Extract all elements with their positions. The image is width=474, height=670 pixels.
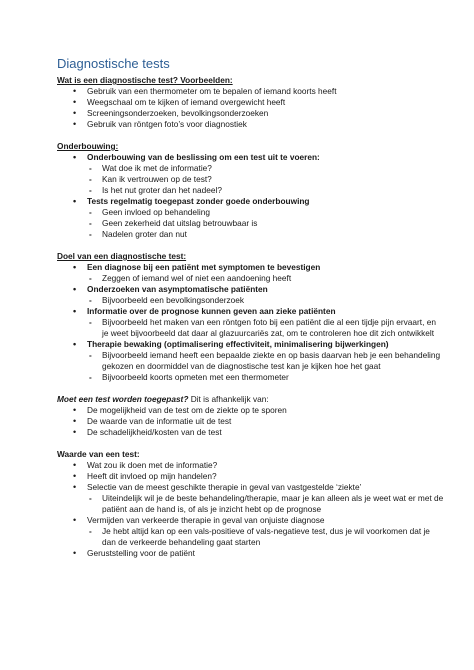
- sub-list-item: - Geen invloed op behandeling: [57, 207, 444, 218]
- sub-list-item: - Je hebt altijd kan op een vals-positieve of vals-negatieve test, dus je wil voorkomen dat je dan de verkeerde behandeling gaat starten: [57, 526, 444, 548]
- sub-list-item: - Uiteindelijk wil je de beste behandeling/therapie, maar je kan alleen als je weet wat er met de patiënt aan de hand is, of als je inzicht hebt op de prognose: [57, 493, 444, 515]
- list-item: • Weegschaal om te kijken of iemand overgewicht heeft: [57, 97, 444, 108]
- list-item: • Gebruik van röntgen foto’s voor diagnostiek: [57, 119, 444, 130]
- list-item: • Vermijden van verkeerde therapie in geval van onjuiste diagnose: [57, 515, 444, 526]
- section-heading: Wat is een diagnostische test? Voorbeelden:: [57, 75, 233, 85]
- list-item: • Screeningsonderzoeken, bevolkingsonderzoeken: [57, 108, 444, 119]
- list-item: • Onderbouwing van de beslissing om een test uit te voeren:: [57, 152, 444, 163]
- heading-rest: Dit is afhankelijk van:: [188, 394, 269, 404]
- list-item: • Wat zou ik doen met de informatie?: [57, 460, 444, 471]
- heading-italic: Moet een test worden toegepast?: [57, 394, 189, 404]
- sub-list-item: - Bijvoorbeeld koorts opmeten met een thermometer: [57, 372, 444, 383]
- sub-list-item: - Nadelen groter dan nut: [57, 229, 444, 240]
- sub-list-item: - Bijvoorbeeld een bevolkingsonderzoek: [57, 295, 444, 306]
- section-heading: Onderbouwing:: [57, 141, 119, 151]
- list-item: • Informatie over de prognose kunnen geven aan zieke patiënten: [57, 306, 444, 317]
- sub-list-item: - Bijvoorbeeld het maken van een röntgen foto bij een patiënt die al een tijdje pijn ervaart, en je weet bijvoorbeeld dat daar al glazuurcariës zat, om te controleren hoe dit zich ontwikkelt: [57, 317, 444, 339]
- list-item: • Tests regelmatig toegepast zonder goede onderbouwing: [57, 196, 444, 207]
- list-item: • Gebruik van een thermometer om te bepalen of iemand koorts heeft: [57, 86, 444, 97]
- sub-list-item: - Kan ik vertrouwen op de test?: [57, 174, 444, 185]
- bullet-list: [57, 152, 444, 240]
- sub-list-item: - Bijvoorbeeld iemand heeft een bepaalde ziekte en op basis daarvan heb je een behandeling gekozen en doormiddel van de diagnostische test kan je kijken hoe het gaat: [57, 350, 444, 372]
- list-item: • De mogelijkheid van de test om de ziekte op te sporen: [57, 405, 444, 416]
- bullet-list: [57, 86, 444, 130]
- bullet-list: [57, 405, 444, 438]
- page-title: Diagnostische tests: [57, 56, 170, 71]
- sub-list-item: - Zeggen of iemand wel of niet een aandoening heeft: [57, 273, 444, 284]
- list-item: • De waarde van de informatie uit de test: [57, 416, 444, 427]
- section-heading: [57, 394, 444, 405]
- sub-list-item: - Geen zekerheid dat uitslag betrouwbaar is: [57, 218, 444, 229]
- section-heading: Waarde van een test:: [57, 449, 140, 459]
- list-item: • Therapie bewaking (optimalisering effectiviteit, minimalisering bijwerkingen): [57, 339, 444, 350]
- bullet-list: [57, 460, 444, 559]
- list-item: • Onderzoeken van asymptomatische patiënten: [57, 284, 444, 295]
- sub-list-item: - Wat doe ik met de informatie?: [57, 163, 444, 174]
- list-item: • Geruststelling voor de patiënt: [57, 548, 444, 559]
- list-item: • Een diagnose bij een patiënt met symptomen te bevestigen: [57, 262, 444, 273]
- bullet-list: [57, 262, 444, 383]
- list-item: • Selectie van de meest geschikte therapie in geval van vastgestelde ‘ziekte’: [57, 482, 444, 493]
- section-heading: Doel van een diagnostische test:: [57, 251, 187, 261]
- sub-list-item: - Is het nut groter dan het nadeel?: [57, 185, 444, 196]
- list-item: • De schadelijkheid/kosten van de test: [57, 427, 444, 438]
- list-item: • Heeft dit invloed op mijn handelen?: [57, 471, 444, 482]
